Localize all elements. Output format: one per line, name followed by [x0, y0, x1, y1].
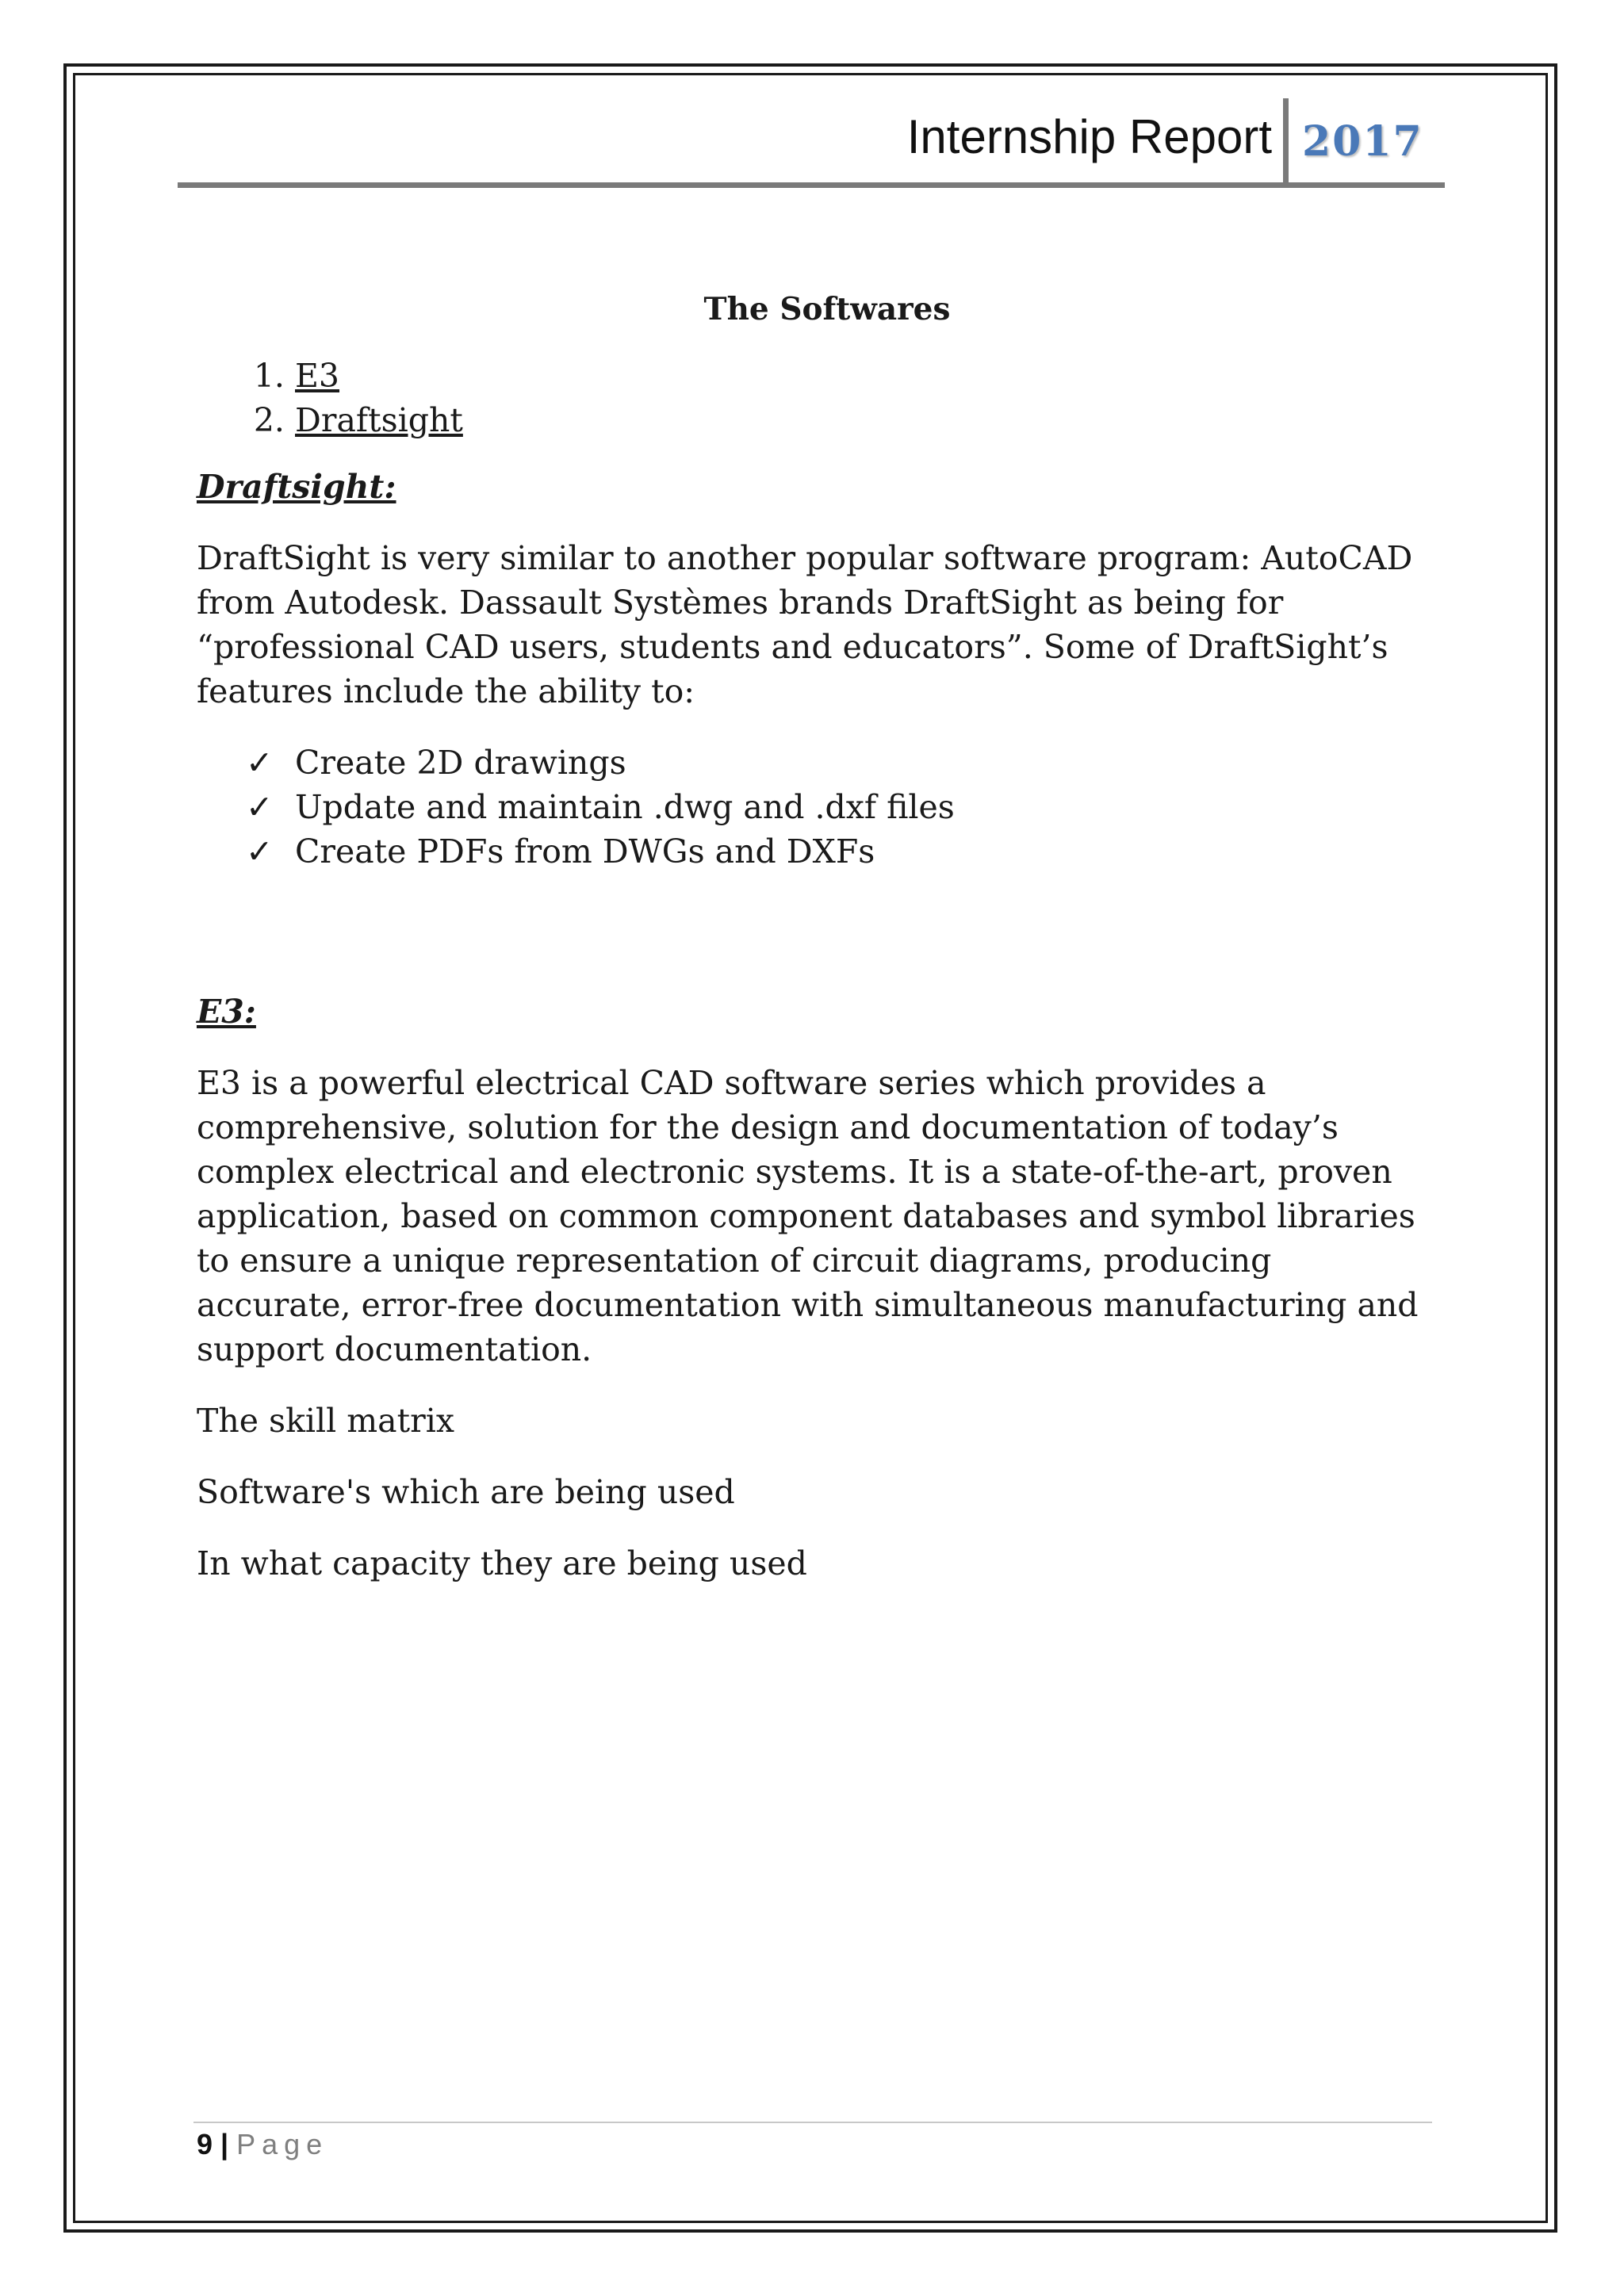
draftsight-heading: Draftsight: [197, 468, 396, 506]
feature-text: Create 2D drawings [295, 744, 626, 782]
note-line: The skill matrix [197, 1402, 454, 1440]
checkmark-icon: ✓ [246, 832, 274, 871]
page-footer [197, 2128, 328, 2161]
header-year: 2017 [1302, 117, 1423, 166]
feature-text: Update and maintain .dwg and .dxf files [295, 788, 955, 826]
e3-paragraph: E3 is a powerful electrical CAD software series which provides a comprehensive, solution for the design and documentation of today’s complex electrical and electronic systems. It is a state-of-the-art, proven application, based on common component databases and symbol libraries to ensure a unique representation of circuit diagrams, producing accurate, error-free documentation with simultaneous manufacturing and support documentation. [197, 1064, 1419, 1368]
footer-separator: | [220, 2128, 229, 2160]
software-list-item [295, 354, 1434, 398]
feature-item [246, 740, 1434, 785]
spacer [197, 901, 1434, 989]
software-link-draftsight[interactable]: Draftsight [295, 401, 463, 439]
software-list-item [295, 398, 1434, 442]
page-number: 9 [197, 2128, 213, 2160]
header-title: Internship Report [906, 110, 1272, 163]
checkmark-icon: ✓ [246, 744, 274, 782]
software-list [197, 354, 1434, 442]
feature-text: Create PDFs from DWGs and DXFs [295, 832, 875, 871]
draftsight-paragraph: DraftSight is very similar to another popular software program: AutoCAD from Autodesk. Dassault Systèmes brands DraftSight as being for “professional CAD users, students and educators”. Some of DraftSight’s features include the ability to: [197, 539, 1413, 710]
draftsight-feature-list [197, 740, 1434, 874]
header-rule [178, 182, 1445, 188]
header-divider [1283, 98, 1289, 187]
footer-rule [193, 2122, 1432, 2123]
feature-item [246, 785, 1434, 829]
feature-item [246, 829, 1434, 874]
page-label: Page [236, 2128, 329, 2160]
e3-heading: E3: [197, 993, 256, 1031]
checkmark-icon: ✓ [246, 788, 274, 826]
note-line: Software's which are being used [197, 1473, 735, 1511]
software-link-e3[interactable]: E3 [295, 357, 340, 395]
section-title: The Softwares [703, 291, 951, 327]
note-line: In what capacity they are being used [197, 1544, 807, 1582]
page-content [197, 287, 1434, 1613]
